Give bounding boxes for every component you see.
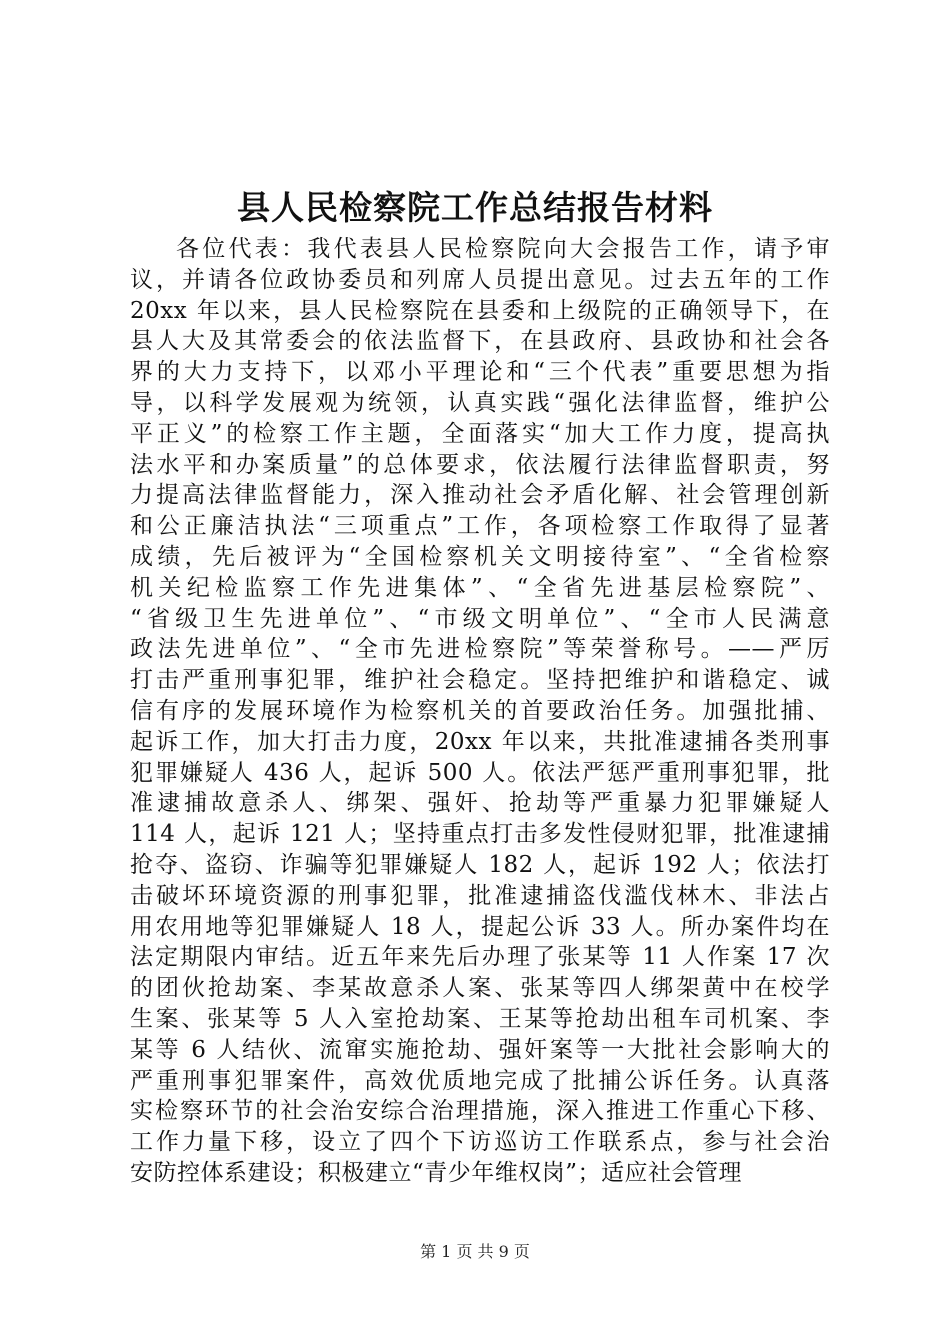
- text-line: 20xx 年以来，县人民检察院在县委和上级院的正确领导下，在: [130, 297, 830, 324]
- text-line: 生案、张某等 5 人入室抢劫案、王某等抢劫出租车司机案、李: [130, 1005, 830, 1032]
- text-line: 114 人，起诉 121 人；坚持重点打击多发性侵财犯罪，批准逮捕: [130, 821, 830, 848]
- text-line: 平正义”的检察工作主题，全面落实“加大工作力度，提高执: [130, 420, 830, 447]
- text-line: 法定期限内审结。近五年来先后办理了张某等 11 人作案 17 次: [130, 944, 830, 971]
- text-line: 实检察环节的社会治安综合治理措施，深入推进工作重心下移、: [130, 1098, 830, 1125]
- text-line: 严重刑事犯罪案件，高效优质地完成了批捕公诉任务。认真落: [130, 1067, 830, 1094]
- text-line: 的团伙抢劫案、李某故意杀人案、张某等四人绑架黄中在校学: [130, 975, 830, 1002]
- text-line: 抢夺、盗窃、诈骗等犯罪嫌疑人 182 人，起诉 192 人；依法打: [130, 851, 830, 878]
- text-line: 犯罪嫌疑人 436 人，起诉 500 人。依法严惩严重刑事犯罪，批: [130, 759, 830, 786]
- text-line: 安防控体系建设；积极建立“青少年维权岗”；适应社会管理: [130, 1159, 743, 1186]
- text-line: 和公正廉洁执法“三项重点”工作，各项检察工作取得了显著: [130, 513, 830, 540]
- text-line: 成绩，先后被评为“全国检察机关文明接待室”、“全省检察: [130, 543, 830, 570]
- text-line: 起诉工作，加大打击力度，20xx 年以来，共批准逮捕各类刑事: [130, 728, 830, 755]
- text-line: 机关纪检监察工作先进集体”、“全省先进基层检察院”、: [130, 574, 830, 601]
- text-line: 击破坏环境资源的刑事犯罪，批准逮捕盗伐滥伐林木、非法占: [130, 882, 830, 909]
- text-line: 用农用地等犯罪嫌疑人 18 人，提起公诉 33 人。所办案件均在: [130, 913, 830, 940]
- text-line: 法水平和办案质量”的总体要求，依法履行法律监督职责，努: [130, 451, 830, 478]
- text-line: 工作力量下移，设立了四个下访巡访工作联系点，参与社会治: [130, 1129, 830, 1156]
- body-text: [130, 234, 830, 1189]
- text-line: 各位代表：我代表县人民检察院向大会报告工作，请予审: [176, 236, 830, 262]
- text-line: 准逮捕故意杀人、绑架、强奸、抢劫等严重暴力犯罪嫌疑人: [130, 790, 830, 817]
- text-line: 议，并请各位政协委员和列席人员提出意见。过去五年的工作: [130, 266, 830, 293]
- text-line: 力提高法律监督能力，深入推动社会矛盾化解、社会管理创新: [130, 482, 830, 509]
- document-title: 县人民检察院工作总结报告材料: [237, 188, 713, 227]
- text-line: 界的大力支持下，以邓小平理论和“三个代表”重要思想为指: [130, 359, 830, 386]
- text-line: 某等 6 人结伙、流窜实施抢劫、强奸案等一大批社会影响大的: [130, 1036, 830, 1063]
- text-line: “省级卫生先进单位”、“市级文明单位”、“全市人民满意: [130, 605, 830, 632]
- text-line: 政法先进单位”、“全市先进检察院”等荣誉称号。——严厉: [130, 636, 830, 663]
- text-line: 打击严重刑事犯罪，维护社会稳定。坚持把维护和谐稳定、诚: [130, 667, 830, 694]
- page-footer: 第 1 页 共 9 页: [420, 1242, 530, 1261]
- text-line: 信有序的发展环境作为检察机关的首要政治任务。加强批捕、: [130, 697, 830, 724]
- text-line: 导，以科学发展观为统领，认真实践“强化法律监督，维护公: [130, 389, 830, 416]
- text-line: 县人大及其常委会的依法监督下，在县政府、县政协和社会各: [130, 328, 830, 355]
